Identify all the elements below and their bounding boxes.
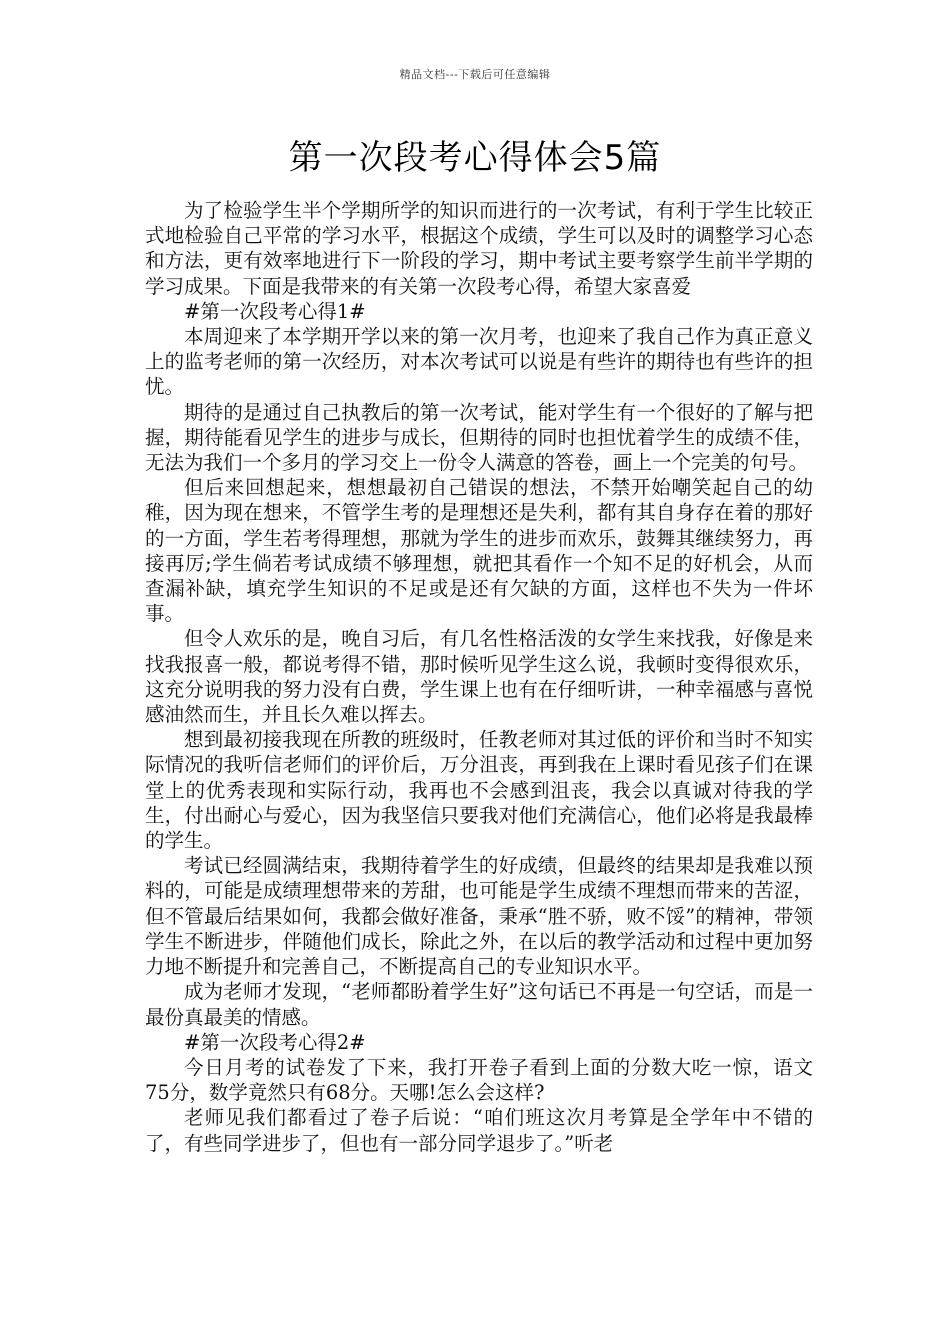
body-paragraph: 老师见我们都看过了卷子后说：“咱们班这次月考算是全学年中不错的了，有些同学进步了，但也有一部分同学退步了。”听老	[145, 1106, 813, 1155]
section-heading-2: #第一次段考心得2#	[184, 1030, 366, 1054]
document-body	[145, 198, 813, 1156]
body-paragraph: 但令人欢乐的是，晚自习后，有几名性格活泼的女学生来找我，好像是来找我报喜一般，都说考得不错，那时候听见学生这么说，我顿时变得很欢乐，这充分说明我的努力没有白费，学生课上也有在仔细听讲，一种幸福感与喜悦感油然而生，并且长久难以挥去。	[145, 627, 813, 727]
document-title: 第一次段考心得体会5篇	[288, 138, 662, 178]
section-heading-1: #第一次段考心得1#	[184, 299, 366, 323]
body-paragraph: 今日月考的试卷发了下来，我打开卷子看到上面的分数大吃一惊，语文75分，数学竟然只有68分。天哪!怎么会这样?	[145, 1055, 813, 1105]
body-paragraph: 想到最初接我现在所教的班级时，任教老师对其过低的评价和当时不知实际情况的我听信老师们的评价后，万分沮丧，再到我在上课时看见孩子们在课堂上的优秀表现和实际行动，我再也不会感到沮丧，我会以真诚对待我的学生，付出耐心与爱心，因为我坚信只要我对他们充满信心，他们必将是我最棒的学生。	[145, 728, 813, 853]
intro-paragraph: 为了检验学生半个学期所学的知识而进行的一次考试，有利于学生比较正式地检验自己平常的学习水平，根据这个成绩，学生可以及时的调整学习心态和方法，更有效率地进行下一阶段的学习，期中考试主要考察学生前半学期的学习成果。下面是我带来的有关第一次段考心得，希望大家喜爱	[145, 199, 813, 298]
header-note: 精品文档---下载后可任意编辑	[399, 68, 551, 81]
body-paragraph: 成为老师才发现，“老师都盼着学生好”这句话已不再是一句空话，而是一最份真最美的情感。	[145, 980, 813, 1029]
body-paragraph: 本周迎来了本学期开学以来的第一次月考，也迎来了我自己作为真正意义上的监考老师的第一次经历，对本次考试可以说是有些许的期待也有些许的担忧。	[145, 325, 813, 399]
body-paragraph: 但后来回想起来，想想最初自己错误的想法，不禁开始嘲笑起自己的幼稚，因为现在想来，不管学生考的是理想还是失利，都有其自身存在着的那好的一方面，学生若考得理想，那就为学生的进步而欢乐，鼓舞其继续努力，再接再厉;学生倘若考试成绩不够理想，就把其看作一个知不足的好机会，从而查漏补缺，填充学生知识的不足或是还有欠缺的方面，这样也不失为一件坏事。	[145, 476, 813, 626]
body-paragraph: 考试已经圆满结束，我期待着学生的好成绩，但最终的结果却是我难以预料的，可能是成绩理想带来的芳甜，也可能是学生成绩不理想而带来的苦涩，但不管最后结果如何，我都会做好准备，秉承“胜不骄，败不馁”的精神，带领学生不断进步，伴随他们成长，除此之外，在以后的教学活动和过程中更加努力地不断提升和完善自己，不断提高自己的专业知识水平。	[145, 854, 813, 979]
body-paragraph: 期待的是通过自己执教后的第一次考试，能对学生有一个很好的了解与把握，期待能看见学生的进步与成长，但期待的同时也担忧着学生的成绩不佳，无法为我们一个多月的学习交上一份令人满意的答卷，画上一个完美的句号。	[145, 400, 813, 475]
